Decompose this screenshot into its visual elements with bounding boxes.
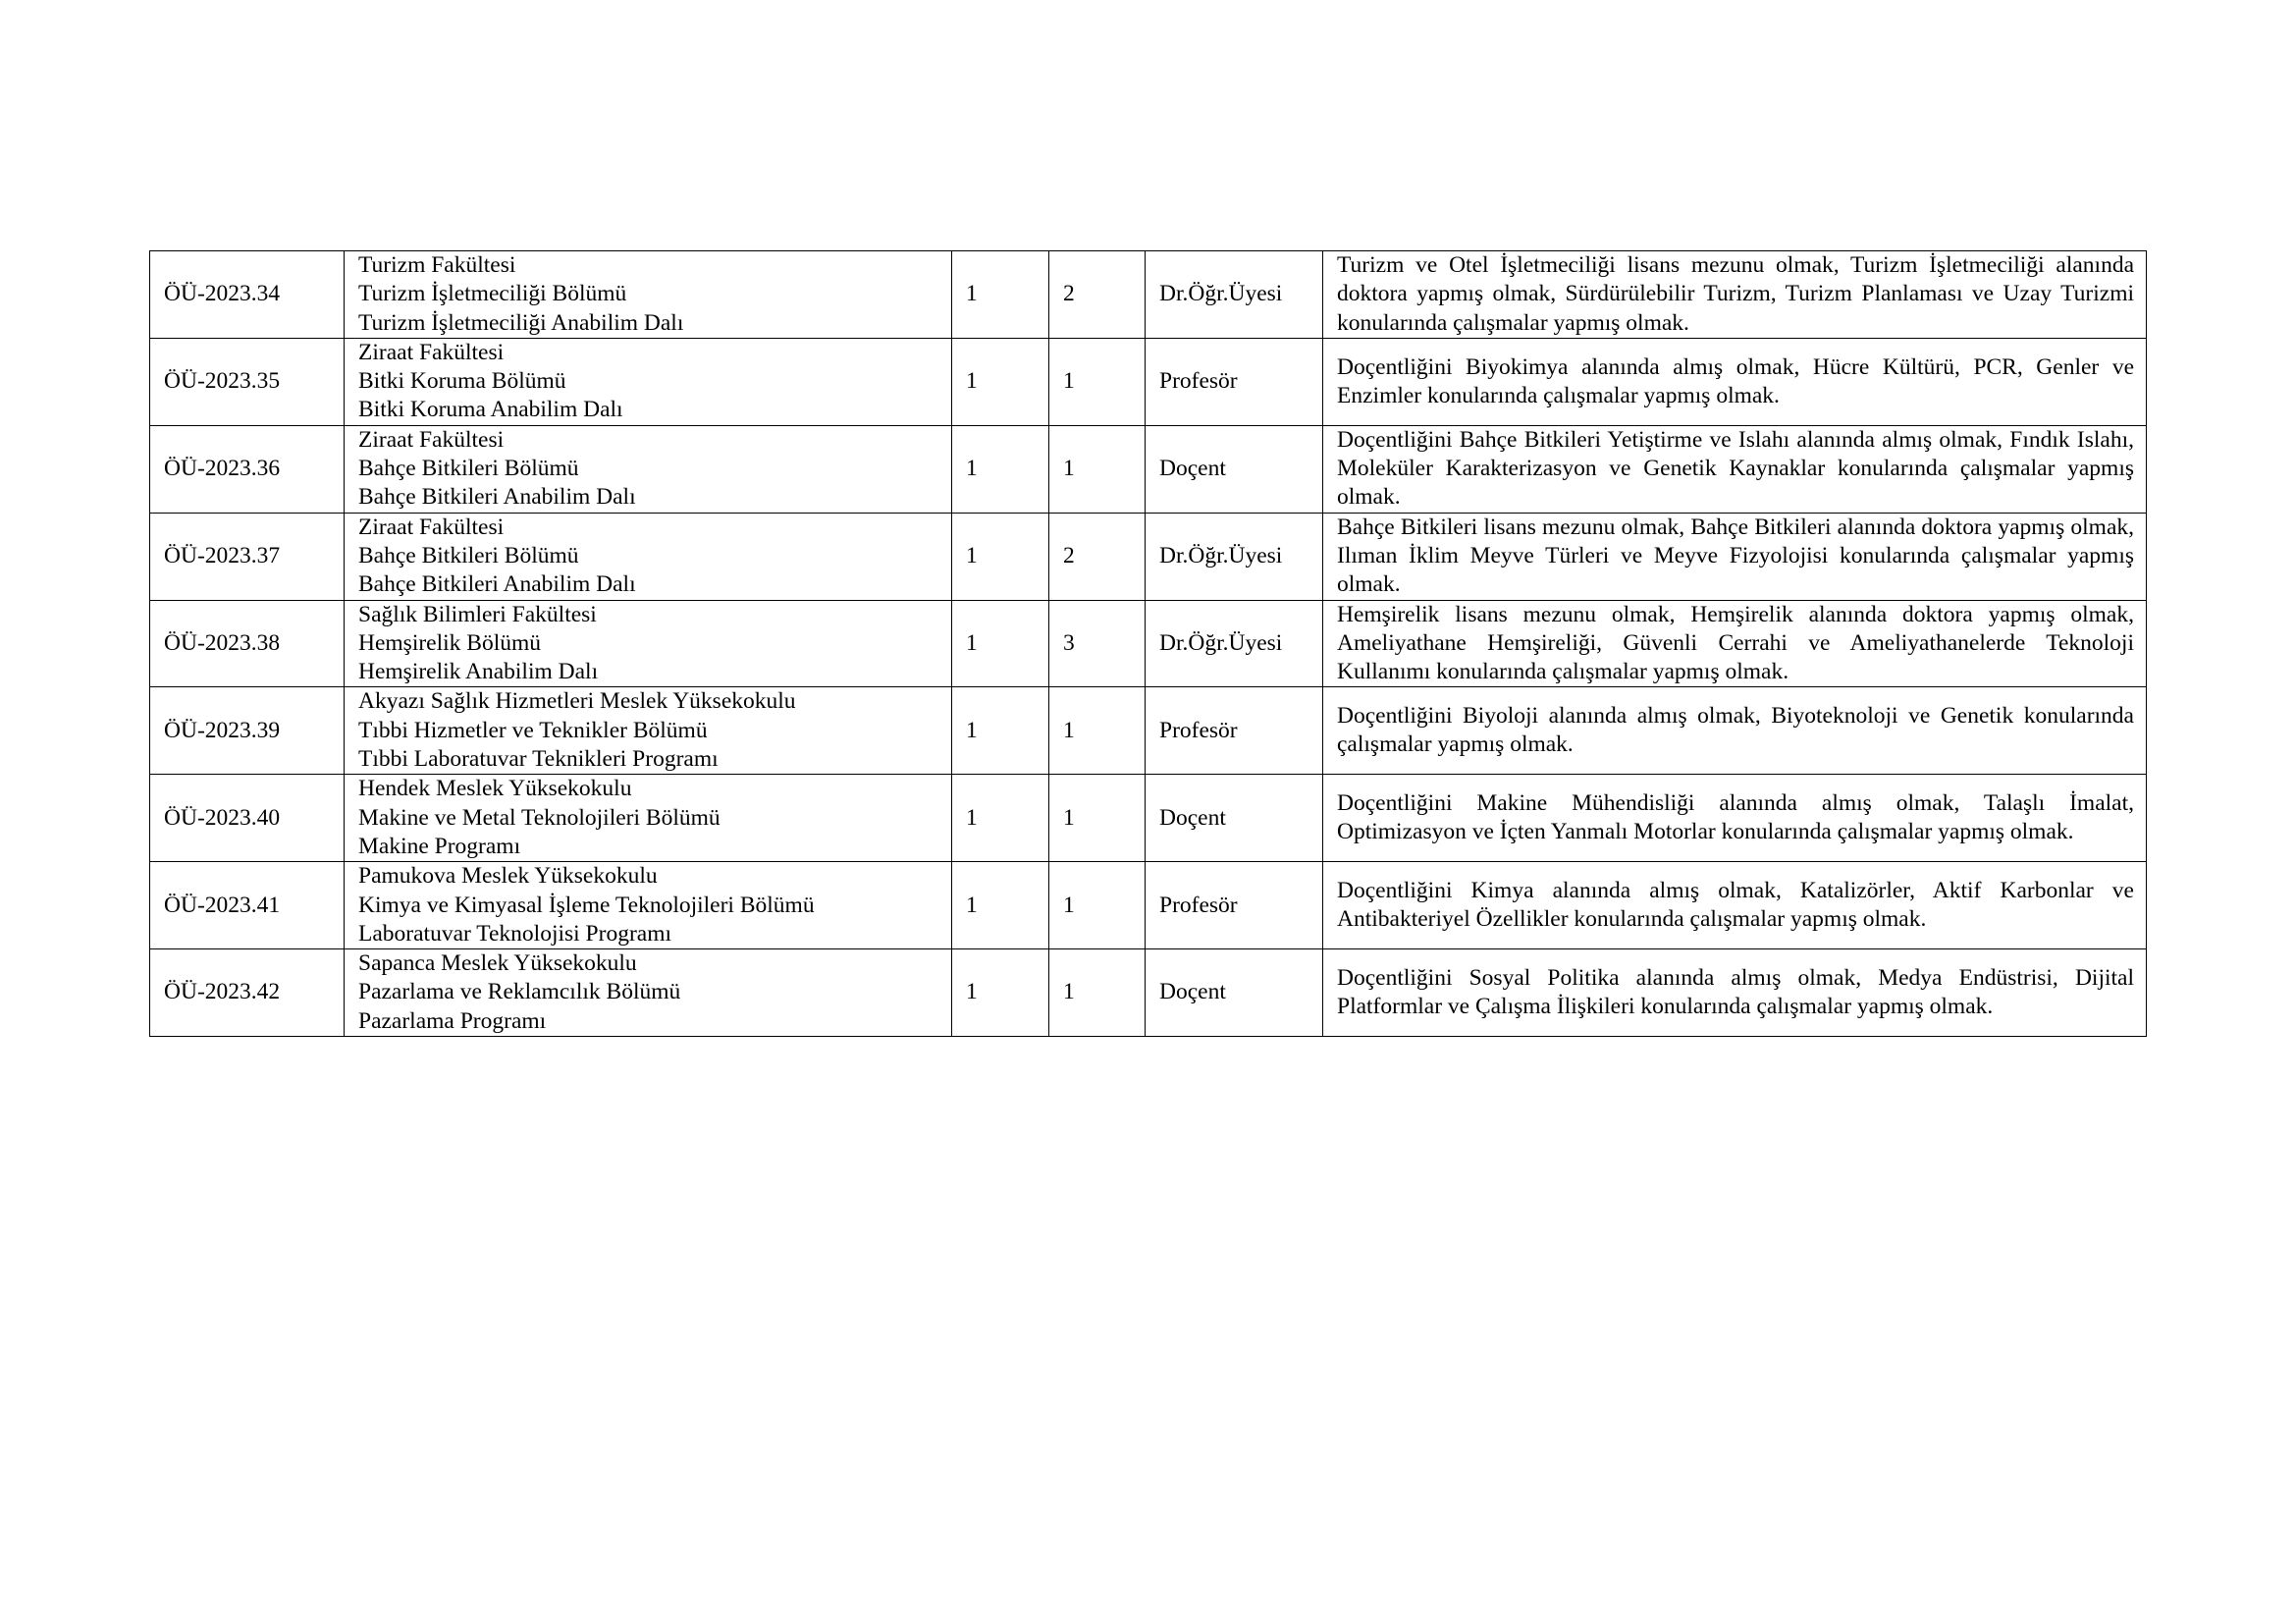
count-b: 2 [1049, 251, 1146, 339]
department-name: Turizm İşletmeciliği Bölümü [358, 281, 627, 307]
division-name: Hemşirelik Anabilim Dalı [358, 659, 599, 685]
academic-title: Dr.Öğr.Üyesi [1146, 513, 1323, 600]
count-b: 1 [1049, 862, 1146, 949]
faculty-name: Akyazı Sağlık Hizmetleri Meslek Yüksekokulu [358, 688, 796, 715]
count-a: 1 [952, 425, 1049, 513]
division-name: Pazarlama Programı [358, 1007, 547, 1034]
department-name: Bitki Koruma Bölümü [358, 368, 566, 395]
position-code: ÖÜ-2023.34 [150, 251, 345, 339]
division-name: Tıbbi Laboratuvar Teknikleri Programı [358, 746, 719, 773]
requirements-text: Doçentliğini Sosyal Politika alanında almış olmak, Medya Endüstrisi, Dijital Platformlar ve Çalışma İlişkileri konularında çalışmalar yapmış olmak. [1323, 949, 2147, 1037]
position-code: ÖÜ-2023.40 [150, 775, 345, 862]
department-name: Bahçe Bitkileri Bölümü [358, 456, 579, 482]
faculty-name: Hendek Meslek Yüksekokulu [358, 776, 632, 802]
academic-unit [345, 251, 952, 339]
position-code: ÖÜ-2023.35 [150, 338, 345, 425]
position-code: ÖÜ-2023.38 [150, 600, 345, 687]
faculty-name: Sapanca Meslek Yüksekokulu [358, 950, 637, 977]
faculty-name: Pamukova Meslek Yüksekokulu [358, 863, 658, 890]
department-name: Makine ve Metal Teknolojileri Bölümü [358, 804, 721, 831]
academic-unit [345, 425, 952, 513]
table-row [150, 338, 2147, 425]
academic-title: Dr.Öğr.Üyesi [1146, 251, 1323, 339]
requirements-text: Doçentliğini Makine Mühendisliği alanında almış olmak, Talaşlı İmalat, Optimizasyon ve İçten Yanmalı Motorlar konularında çalışmalar yapmış olmak. [1323, 775, 2147, 862]
count-a: 1 [952, 949, 1049, 1037]
count-a: 1 [952, 600, 1049, 687]
academic-title: Doçent [1146, 775, 1323, 862]
faculty-name: Ziraat Fakültesi [358, 426, 505, 453]
position-code: ÖÜ-2023.41 [150, 862, 345, 949]
count-b: 1 [1049, 425, 1146, 513]
position-code: ÖÜ-2023.36 [150, 425, 345, 513]
academic-unit [345, 775, 952, 862]
count-a: 1 [952, 513, 1049, 600]
division-name: Makine Programı [358, 833, 521, 859]
table-row [150, 600, 2147, 687]
academic-unit [345, 513, 952, 600]
academic-title: Profesör [1146, 687, 1323, 775]
department-name: Kimya ve Kimyasal İşleme Teknolojileri Bölümü [358, 892, 815, 918]
table-row [150, 949, 2147, 1037]
table-row [150, 862, 2147, 949]
count-a: 1 [952, 775, 1049, 862]
position-code: ÖÜ-2023.42 [150, 949, 345, 1037]
academic-unit [345, 862, 952, 949]
academic-title: Doçent [1146, 425, 1323, 513]
table-row [150, 687, 2147, 775]
academic-title: Profesör [1146, 862, 1323, 949]
division-name: Bahçe Bitkileri Anabilim Dalı [358, 484, 636, 511]
requirements-text: Bahçe Bitkileri lisans mezunu olmak, Bahçe Bitkileri alanında doktora yapmış olmak, Ilıman İklim Meyve Türleri ve Meyve Fizyolojisi konularında çalışmalar yapmış olmak. [1323, 513, 2147, 600]
academic-title: Dr.Öğr.Üyesi [1146, 600, 1323, 687]
position-code: ÖÜ-2023.39 [150, 687, 345, 775]
count-b: 1 [1049, 338, 1146, 425]
count-a: 1 [952, 862, 1049, 949]
faculty-name: Sağlık Bilimleri Fakültesi [358, 601, 597, 627]
academic-unit [345, 338, 952, 425]
table-row [150, 775, 2147, 862]
academic-unit [345, 687, 952, 775]
department-name: Pazarlama ve Reklamcılık Bölümü [358, 979, 681, 1005]
table-row [150, 513, 2147, 600]
count-a: 1 [952, 687, 1049, 775]
division-name: Laboratuvar Teknolojisi Programı [358, 920, 672, 947]
academic-title: Profesör [1146, 338, 1323, 425]
positions-table [149, 250, 2147, 1037]
faculty-name: Ziraat Fakültesi [358, 339, 505, 365]
count-b: 1 [1049, 775, 1146, 862]
department-name: Hemşirelik Bölümü [358, 629, 542, 656]
requirements-text: Hemşirelik lisans mezunu olmak, Hemşirelik alanında doktora yapmış olmak, Ameliyathane Hemşireliği, Güvenli Cerrahi ve Ameliyathanelerde Teknoloji Kullanımı konularında çalışmalar yapmış olmak. [1323, 600, 2147, 687]
faculty-name: Ziraat Fakültesi [358, 514, 505, 540]
faculty-name: Turizm Fakültesi [358, 252, 516, 278]
division-name: Turizm İşletmeciliği Anabilim Dalı [358, 309, 684, 336]
requirements-text: Doçentliğini Biyokimya alanında almış olmak, Hücre Kültürü, PCR, Genler ve Enzimler konularında çalışmalar yapmış olmak. [1323, 338, 2147, 425]
requirements-text: Doçentliğini Biyoloji alanında almış olmak, Biyoteknoloji ve Genetik konularında çalışmalar yapmış olmak. [1323, 687, 2147, 775]
requirements-text: Turizm ve Otel İşletmeciliği lisans mezunu olmak, Turizm İşletmeciliği alanında doktora yapmış olmak, Sürdürülebilir Turizm, Turizm Planlaması ve Uzay Turizmi konularında çalışmalar yapmış olmak. [1323, 251, 2147, 339]
requirements-text: Doçentliğini Bahçe Bitkileri Yetiştirme ve Islahı alanında almış olmak, Fındık Islahı, Moleküler Karakterizasyon ve Genetik Kaynaklar konularında çalışmalar yapmış olmak. [1323, 425, 2147, 513]
count-a: 1 [952, 338, 1049, 425]
requirements-text: Doçentliğini Kimya alanında almış olmak, Katalizörler, Aktif Karbonlar ve Antibakteriyel Özellikler konularında çalışmalar yapmış olmak. [1323, 862, 2147, 949]
count-b: 2 [1049, 513, 1146, 600]
department-name: Bahçe Bitkileri Bölümü [358, 542, 579, 568]
division-name: Bahçe Bitkileri Anabilim Dalı [358, 571, 636, 598]
academic-unit [345, 600, 952, 687]
table-row [150, 425, 2147, 513]
table-row [150, 251, 2147, 339]
department-name: Tıbbi Hizmetler ve Teknikler Bölümü [358, 717, 708, 743]
count-b: 1 [1049, 687, 1146, 775]
count-b: 3 [1049, 600, 1146, 687]
academic-title: Doçent [1146, 949, 1323, 1037]
position-code: ÖÜ-2023.37 [150, 513, 345, 600]
count-b: 1 [1049, 949, 1146, 1037]
division-name: Bitki Koruma Anabilim Dalı [358, 397, 623, 423]
count-a: 1 [952, 251, 1049, 339]
academic-unit [345, 949, 952, 1037]
